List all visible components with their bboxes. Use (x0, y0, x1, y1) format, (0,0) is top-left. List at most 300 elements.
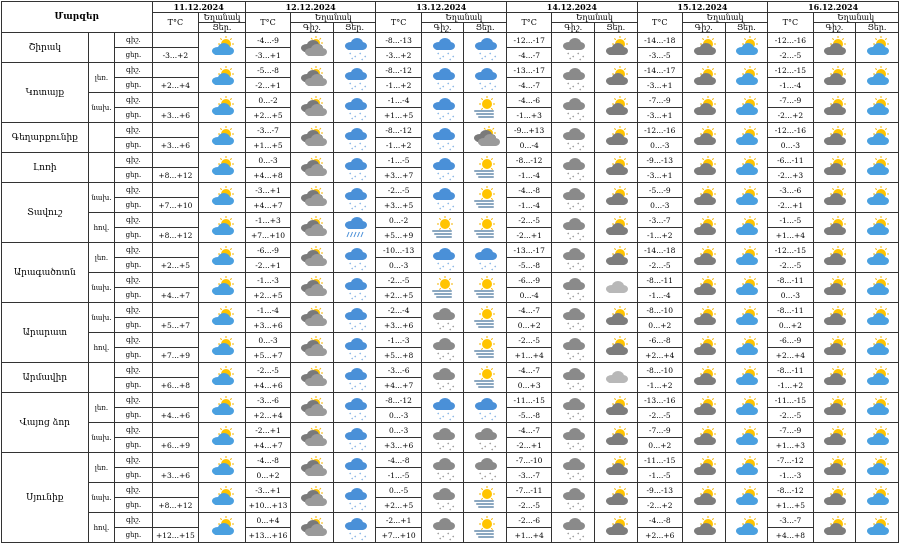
svg-text:*: * (451, 475, 454, 481)
temperature: -8...-11 (768, 273, 813, 288)
subregion-label: նախ. (88, 183, 115, 213)
temperature: +1...+3 (768, 438, 813, 453)
snow-icon (341, 487, 369, 514)
svg-text:*: * (489, 82, 492, 88)
svg-text:*: * (569, 117, 572, 123)
temperature: -6...-9 (507, 273, 552, 288)
temperature: -8...-13 (376, 33, 421, 48)
svg-text:*: * (353, 145, 356, 151)
weather-day-cell (464, 303, 507, 333)
temperature: -13...-17 (507, 63, 552, 78)
weather-night-cell (291, 513, 334, 543)
temperature: -9...-13 (637, 483, 682, 498)
temperature: -3...+1 (245, 483, 290, 498)
svg-text:*: * (363, 385, 366, 391)
weather-day-cell (856, 273, 899, 303)
day-night-label: ցեր. (115, 468, 152, 483)
svg-text:*: * (436, 382, 439, 388)
svg-text:*: * (436, 322, 439, 328)
weather-day-cell (594, 243, 637, 273)
svg-text:*: * (567, 382, 570, 388)
svg-text:*: * (358, 532, 361, 538)
svg-text:*: * (448, 538, 451, 544)
temperature: +3...+6 (245, 318, 290, 333)
svg-text:*: * (360, 178, 363, 184)
weather-day-cell (856, 213, 899, 243)
svg-text:*: * (448, 448, 451, 454)
snow-gray-icon (429, 367, 457, 394)
svg-text:*: * (436, 472, 439, 478)
temperature: -6...-9 (768, 333, 813, 348)
temperature: -3...-7 (507, 468, 552, 483)
snow-gray-icon (559, 307, 587, 334)
weather-night-cell (291, 363, 334, 393)
subregion-label: հով. (88, 333, 115, 363)
temperature: -4...-8 (507, 183, 552, 198)
weather-night-cell (682, 153, 725, 183)
svg-text:*: * (491, 448, 494, 454)
temperature: +7...+10 (152, 198, 199, 213)
temperature: -3...-6 (376, 363, 421, 378)
weather-night-cell (552, 93, 595, 123)
temperature: -2...+1 (245, 78, 290, 93)
temperature (152, 303, 199, 318)
temperature: +7...+10 (376, 528, 421, 543)
snow-gray-icon (429, 457, 457, 484)
sun-cloud-icon (863, 307, 891, 329)
day-night-label: գիշ. (115, 33, 152, 48)
svg-text:*: * (438, 327, 441, 333)
svg-text:*: * (481, 267, 484, 273)
temperature: +2...+5 (376, 288, 421, 303)
svg-text:*: * (360, 388, 363, 394)
svg-text:*: * (363, 115, 366, 121)
sun-cloud-dark-icon (820, 157, 848, 179)
sun-cloud-icon (863, 337, 891, 359)
svg-text:*: * (582, 355, 585, 361)
svg-text:*: * (577, 352, 580, 358)
temperature: -4...-8 (245, 453, 290, 468)
sun-cloud-icon (863, 517, 891, 539)
svg-text:*: * (567, 442, 570, 448)
svg-text:*: * (348, 202, 351, 208)
temperature: -3...-6 (768, 183, 813, 198)
svg-text:*: * (481, 417, 484, 423)
svg-text:*: * (436, 262, 439, 268)
temperature: -5...-8 (507, 258, 552, 273)
sun-cloud-icon (208, 337, 236, 359)
day-night-label: ցեր. (115, 198, 152, 213)
weather-night-cell (291, 273, 334, 303)
gray-cloud-icon (298, 37, 326, 59)
svg-text:*: * (572, 445, 575, 451)
sun-cloud-dark-icon (690, 37, 718, 59)
fog-sun-icon (471, 97, 499, 119)
weather-day-cell (333, 93, 376, 123)
svg-text:*: * (448, 268, 451, 274)
weather-day-cell (856, 123, 899, 153)
weather-cell (199, 33, 246, 63)
svg-text:*: * (353, 205, 356, 211)
svg-text:*: * (451, 535, 454, 541)
temperature (152, 423, 199, 438)
svg-text:*: * (491, 418, 494, 424)
sun-cloud-icon (208, 247, 236, 269)
temperature: 0...-3 (376, 423, 421, 438)
night-label: Գիշ. (552, 23, 595, 32)
sun-cloud-dark-icon (602, 157, 630, 179)
svg-text:*: * (491, 478, 494, 484)
sun-cloud-icon (208, 157, 236, 179)
weather-night-cell (421, 273, 464, 303)
temperature: -6...-8 (637, 333, 682, 348)
temperature: +1...+4 (768, 228, 813, 243)
svg-text:*: * (567, 82, 570, 88)
svg-text:*: * (348, 82, 351, 88)
weather-night-cell (682, 123, 725, 153)
temp-header: T°C (245, 13, 290, 33)
svg-text:*: * (494, 475, 497, 481)
weather-night-cell (291, 183, 334, 213)
svg-text:*: * (489, 412, 492, 418)
temperature: -7...-9 (637, 93, 682, 108)
sun-cloud-icon (208, 487, 236, 509)
svg-text:*: * (572, 295, 575, 301)
temperature: 0...+2 (768, 318, 813, 333)
sun-cloud-dark-icon (602, 487, 630, 509)
sun-cloud-dark-icon (602, 217, 630, 239)
svg-text:*: * (577, 412, 580, 418)
svg-text:*: * (577, 442, 580, 448)
svg-text:*: * (579, 358, 582, 364)
temperature: -4...-8 (376, 453, 421, 468)
svg-text:*: * (363, 445, 366, 451)
temperature: -1...-4 (768, 78, 813, 93)
svg-text:*: * (569, 87, 572, 93)
svg-text:*: * (353, 505, 356, 511)
svg-text:*: * (567, 502, 570, 508)
weather-night-cell (813, 63, 856, 93)
sun-cloud-icon (732, 517, 760, 539)
svg-text:*: * (572, 535, 575, 541)
sun-cloud-icon (863, 367, 891, 389)
weather-day-cell (594, 333, 637, 363)
weather-cell (199, 93, 246, 123)
temperature: 0...-3 (245, 333, 290, 348)
svg-text:*: * (438, 57, 441, 63)
day-night-label: ցեր. (115, 408, 152, 423)
temperature: -3...+2 (152, 48, 199, 63)
svg-text:*: * (451, 265, 454, 271)
svg-text:*: * (350, 327, 353, 333)
temperature: -8...-10 (637, 303, 682, 318)
temperature: -12...-16 (768, 33, 813, 48)
weather-night-cell (813, 453, 856, 483)
svg-text:*: * (481, 57, 484, 63)
gray-cloud-icon (298, 127, 326, 149)
snow-gray-icon (559, 187, 587, 214)
sun-cloud-dark-icon (820, 517, 848, 539)
svg-text:*: * (348, 112, 351, 118)
svg-text:*: * (582, 145, 585, 151)
temperature: +3...+6 (376, 318, 421, 333)
svg-text:*: * (579, 508, 582, 514)
temperature: -3...+2 (376, 48, 421, 63)
svg-text:*: * (567, 202, 570, 208)
weather-night-cell (291, 453, 334, 483)
gray-cloud-icon (298, 217, 326, 239)
date-header: 11.12.2024 (152, 2, 245, 13)
svg-text:*: * (358, 82, 361, 88)
svg-text:*: * (572, 115, 575, 121)
snow-gray-icon (559, 127, 587, 154)
svg-text:*: * (446, 442, 449, 448)
snow-gray-icon (559, 217, 587, 244)
svg-text:*: * (438, 357, 441, 363)
snow-icon (429, 37, 457, 64)
svg-text:*: * (582, 535, 585, 541)
svg-text:*: * (577, 142, 580, 148)
svg-text:*: * (353, 445, 356, 451)
day-night-label: գիշ. (115, 123, 152, 138)
weather-night-cell (552, 273, 595, 303)
sun-cloud-icon (208, 307, 236, 329)
svg-text:*: * (451, 505, 454, 511)
svg-text:*: * (484, 445, 487, 451)
svg-text:*: * (446, 472, 449, 478)
temperature: 0...-4 (507, 288, 552, 303)
weather-night-cell (421, 213, 464, 243)
weather-night-cell (552, 243, 595, 273)
svg-text:*: * (479, 412, 482, 418)
svg-text:*: * (363, 85, 366, 91)
svg-text:*: * (451, 415, 454, 421)
svg-text:*: * (348, 412, 351, 418)
svg-text:*: * (350, 207, 353, 213)
svg-text:*: * (448, 208, 451, 214)
weather-day-cell (856, 423, 899, 453)
temperature: +5...+7 (245, 348, 290, 363)
temperature (152, 393, 199, 408)
weather-day-cell (725, 213, 768, 243)
temperature: -2...-5 (768, 48, 813, 63)
svg-text:*: * (569, 237, 572, 243)
temperature: 0...-5 (376, 483, 421, 498)
temperature: -1...-4 (376, 93, 421, 108)
sun-cloud-dark-icon (820, 37, 848, 59)
snow-icon (341, 457, 369, 484)
snow-icon (341, 517, 369, 544)
svg-text:*: * (348, 442, 351, 448)
svg-text:*: * (572, 475, 575, 481)
svg-text:*: * (451, 175, 454, 181)
weather-night-cell (813, 153, 856, 183)
temperature: -1...-5 (768, 213, 813, 228)
svg-text:*: * (363, 205, 366, 211)
temperature: -13...-16 (637, 393, 682, 408)
temperature: +8...+12 (152, 168, 199, 183)
svg-text:*: * (348, 382, 351, 388)
svg-text:*: * (360, 268, 363, 274)
fog-sun-icon (471, 337, 499, 359)
weather-night-cell (682, 183, 725, 213)
weather-night-cell (552, 453, 595, 483)
weather-night-cell (291, 153, 334, 183)
svg-text:*: * (446, 112, 449, 118)
temperature: +12...+15 (152, 528, 199, 543)
temperature: -3...-7 (768, 513, 813, 528)
temperature: +1...+4 (507, 528, 552, 543)
svg-text:*: * (438, 477, 441, 483)
svg-text:*: * (348, 142, 351, 148)
sun-cloud-dark-icon (690, 367, 718, 389)
weather-night-cell (291, 333, 334, 363)
svg-text:*: * (441, 205, 444, 211)
weather-day-cell (464, 153, 507, 183)
weather-cell (199, 333, 246, 363)
svg-text:*: * (582, 115, 585, 121)
weather-night-cell (682, 93, 725, 123)
weather-day-cell (594, 393, 637, 423)
temperature: 0...-3 (376, 408, 421, 423)
snow-icon (429, 397, 457, 424)
day-night-label: գիշ. (115, 273, 152, 288)
gray-cloud-icon (298, 337, 326, 359)
temperature: -5...-8 (245, 63, 290, 78)
svg-text:*: * (577, 502, 580, 508)
weather-day-cell (333, 183, 376, 213)
snow-gray-icon (559, 157, 587, 184)
temperature: +2...+5 (376, 498, 421, 513)
weather-night-cell (291, 483, 334, 513)
svg-text:*: * (446, 322, 449, 328)
svg-text:*: * (350, 507, 353, 513)
svg-text:*: * (491, 58, 494, 64)
sun-cloud-icon (863, 67, 891, 89)
subregion-label (88, 33, 115, 63)
date-header: 16.12.2024 (768, 2, 899, 13)
temperature: +1...+5 (376, 108, 421, 123)
svg-text:*: * (441, 145, 444, 151)
weather-night-cell (552, 183, 595, 213)
gray-cloud-icon (298, 397, 326, 419)
weather-night-cell (813, 93, 856, 123)
svg-text:*: * (348, 502, 351, 508)
weather-label: Եղանակ (422, 13, 506, 23)
temperature: -7...-9 (637, 423, 682, 438)
sun-cloud-dark-icon (690, 517, 718, 539)
weather-label: Եղանակ (199, 13, 245, 23)
weather-night-cell (552, 423, 595, 453)
svg-text:*: * (348, 262, 351, 268)
temperature: -5...-9 (637, 183, 682, 198)
day-night-label: ցեր. (115, 528, 152, 543)
temperature: -12...-15 (768, 63, 813, 78)
weather-night-cell (421, 333, 464, 363)
temperature: +2...+4 (768, 348, 813, 363)
temperature: +3...+7 (376, 168, 421, 183)
weather-night-cell (813, 273, 856, 303)
gray-cloud-icon (298, 367, 326, 389)
region-header: Մարզեր (2, 2, 153, 33)
temperature (152, 333, 199, 348)
svg-text:*: * (446, 202, 449, 208)
svg-text:*: * (438, 537, 441, 543)
snow-gray-icon (471, 457, 499, 484)
svg-text:*: * (448, 148, 451, 154)
temperature: -7...-12 (768, 453, 813, 468)
svg-text:*: * (448, 508, 451, 514)
snow-icon (471, 397, 499, 424)
svg-text:*: * (363, 325, 366, 331)
svg-text:*: * (448, 58, 451, 64)
day-night-label: ցեր. (115, 348, 152, 363)
svg-text:*: * (582, 175, 585, 181)
day-night-label: գիշ. (115, 93, 152, 108)
temperature: +2...+4 (637, 348, 682, 363)
svg-text:*: * (579, 388, 582, 394)
svg-text:*: * (438, 177, 441, 183)
snow-gray-icon (429, 487, 457, 514)
svg-text:*: * (350, 147, 353, 153)
temperature: -2...-5 (245, 363, 290, 378)
svg-text:*: * (479, 442, 482, 448)
svg-text:*: * (448, 358, 451, 364)
snow-icon (341, 337, 369, 364)
day-night-label: գիշ. (115, 183, 152, 198)
gray-cloud-icon (471, 127, 499, 149)
temperature: -2...-5 (637, 258, 682, 273)
sun-cloud-dark-icon (820, 217, 848, 239)
svg-text:*: * (582, 445, 585, 451)
weather-day-cell (594, 303, 637, 333)
svg-text:*: * (572, 325, 575, 331)
fog-sun-icon (471, 307, 499, 329)
weather-day-cell (594, 363, 637, 393)
svg-text:*: * (438, 117, 441, 123)
snow-icon (471, 247, 499, 274)
temperature: -14...-18 (637, 33, 682, 48)
weather-night-cell (682, 63, 725, 93)
gray-cloud-icon (298, 457, 326, 479)
weather-night-cell (291, 393, 334, 423)
svg-text:*: * (567, 472, 570, 478)
weather-night-cell (291, 423, 334, 453)
svg-text:*: * (572, 505, 575, 511)
temperature: -8...-12 (376, 393, 421, 408)
table-row (2, 93, 899, 108)
temperature: -14...-18 (637, 243, 682, 258)
weather-night-cell (813, 483, 856, 513)
svg-text:*: * (436, 532, 439, 538)
sun-cloud-dark-icon (820, 277, 848, 299)
weather-night-cell (552, 33, 595, 63)
weather-night-cell (552, 153, 595, 183)
temperature: +13...+16 (245, 528, 290, 543)
sun-cloud-icon (732, 307, 760, 329)
snow-gray-icon (429, 307, 457, 334)
svg-text:*: * (353, 295, 356, 301)
svg-text:*: * (577, 172, 580, 178)
weather-cell (199, 423, 246, 453)
svg-text:*: * (572, 85, 575, 91)
sun-cloud-icon (732, 397, 760, 419)
svg-text:*: * (436, 502, 439, 508)
weather-night-cell (813, 213, 856, 243)
sun-cloud-dark-icon (820, 67, 848, 89)
temperature: -3...-7 (245, 123, 290, 138)
svg-text:*: * (494, 265, 497, 271)
